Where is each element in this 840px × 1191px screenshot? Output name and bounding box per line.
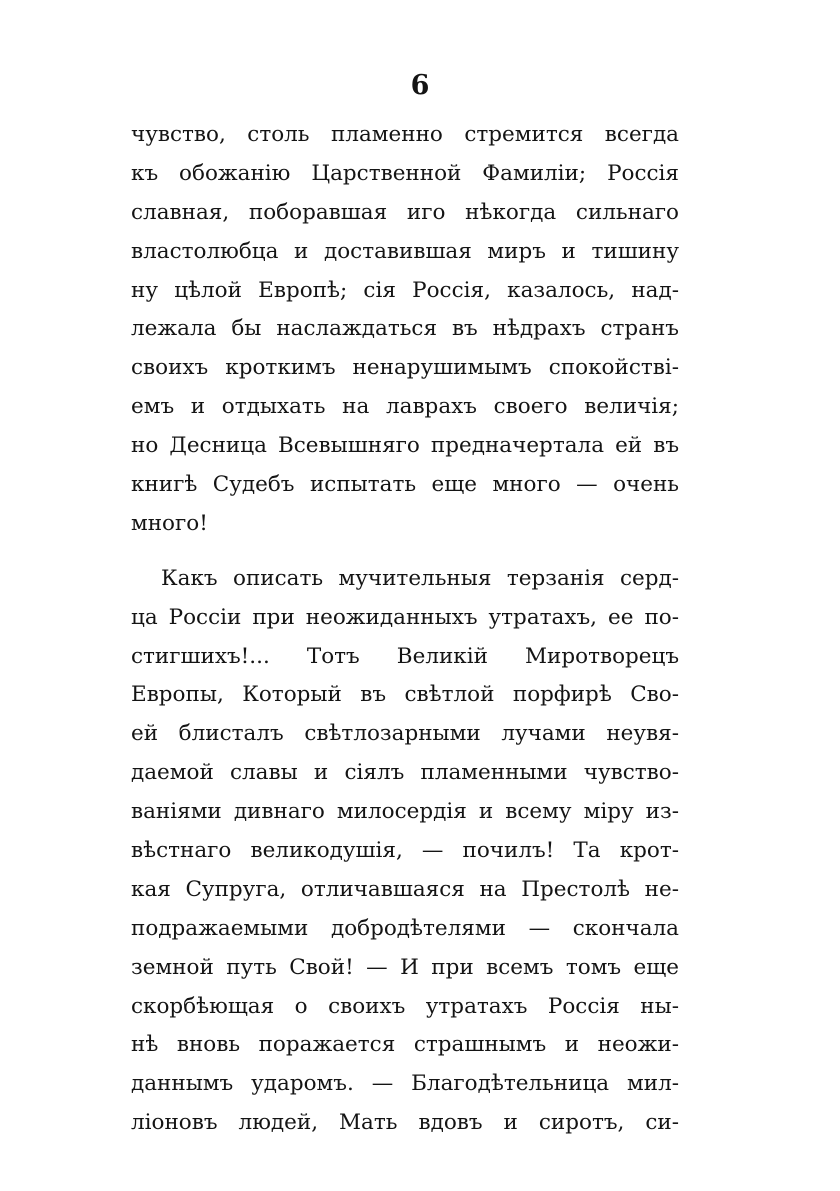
paragraph-1 <box>131 116 679 544</box>
text-line: даемой славы и сіялъ пламенными чувство- <box>131 760 679 786</box>
text-line: даннымъ ударомъ. — Благодѣтельница мил- <box>131 1071 679 1097</box>
text-line: Европы, Который въ свѣтлой порфирѣ Сво- <box>131 682 679 708</box>
text-line: лежала бы наслаждаться въ нѣдрахъ странъ <box>131 316 679 342</box>
text-line: кая Супруга, отличавшаяся на Престолѣ не- <box>131 876 679 902</box>
text-line: славная, поборавшая иго нѣкогда сильнаго <box>131 199 679 225</box>
text-line: ваніями дивнаго милосердія и всему міру из- <box>131 799 679 825</box>
paragraph-gap <box>131 544 679 560</box>
text-line: своихъ кроткимъ ненарушимымъ спокойствi- <box>131 355 679 381</box>
text-line: земной путь Свой! — И при всемъ томъ еще <box>131 954 679 980</box>
body-text <box>131 116 679 1143</box>
text-line: скорбѣющая о своихъ утратахъ Россія ны- <box>131 993 679 1019</box>
text-line: много! <box>131 510 208 536</box>
text-line: Какъ описать мучительныя терзанія серд- <box>161 565 679 591</box>
text-line: стигшихъ!... Тотъ Великій Миротворецъ <box>131 643 679 669</box>
text-line: ей блисталъ свѣтлозарными лучами неувя- <box>131 721 679 747</box>
text-line: емъ и отдыхать на лаврахъ своего величія; <box>131 394 679 420</box>
text-line: къ обожанію Царственной Фамиліи; Россія <box>131 160 679 186</box>
text-line: властолюбца и доставившая миръ и тишину <box>131 238 679 264</box>
text-line: подражаемыми добродѣтелями — скончала <box>131 915 679 941</box>
text-line: вѣстнаго великодушія, — почилъ! Та крот- <box>131 838 679 864</box>
text-line: ну цѣлой Европѣ; сія Россія, казалось, над- <box>131 277 679 303</box>
text-line: но Десница Всевышняго предначертала ей въ <box>131 433 679 459</box>
page-number: 6 <box>410 70 430 101</box>
text-line: ца Россіи при неожиданныхъ утратахъ, ее по- <box>131 604 679 630</box>
text-line: чувство, столь пламенно стремится всегда <box>131 122 679 147</box>
text-line: нѣ вновь поражается страшнымъ и неожи- <box>131 1032 679 1058</box>
text-line: ліоновъ людей, Мать вдовъ и сиротъ, си- <box>131 1110 679 1136</box>
text-line: книгѣ Судебъ испытать еще много — очень <box>131 472 679 498</box>
paragraph-2 <box>131 560 679 1143</box>
